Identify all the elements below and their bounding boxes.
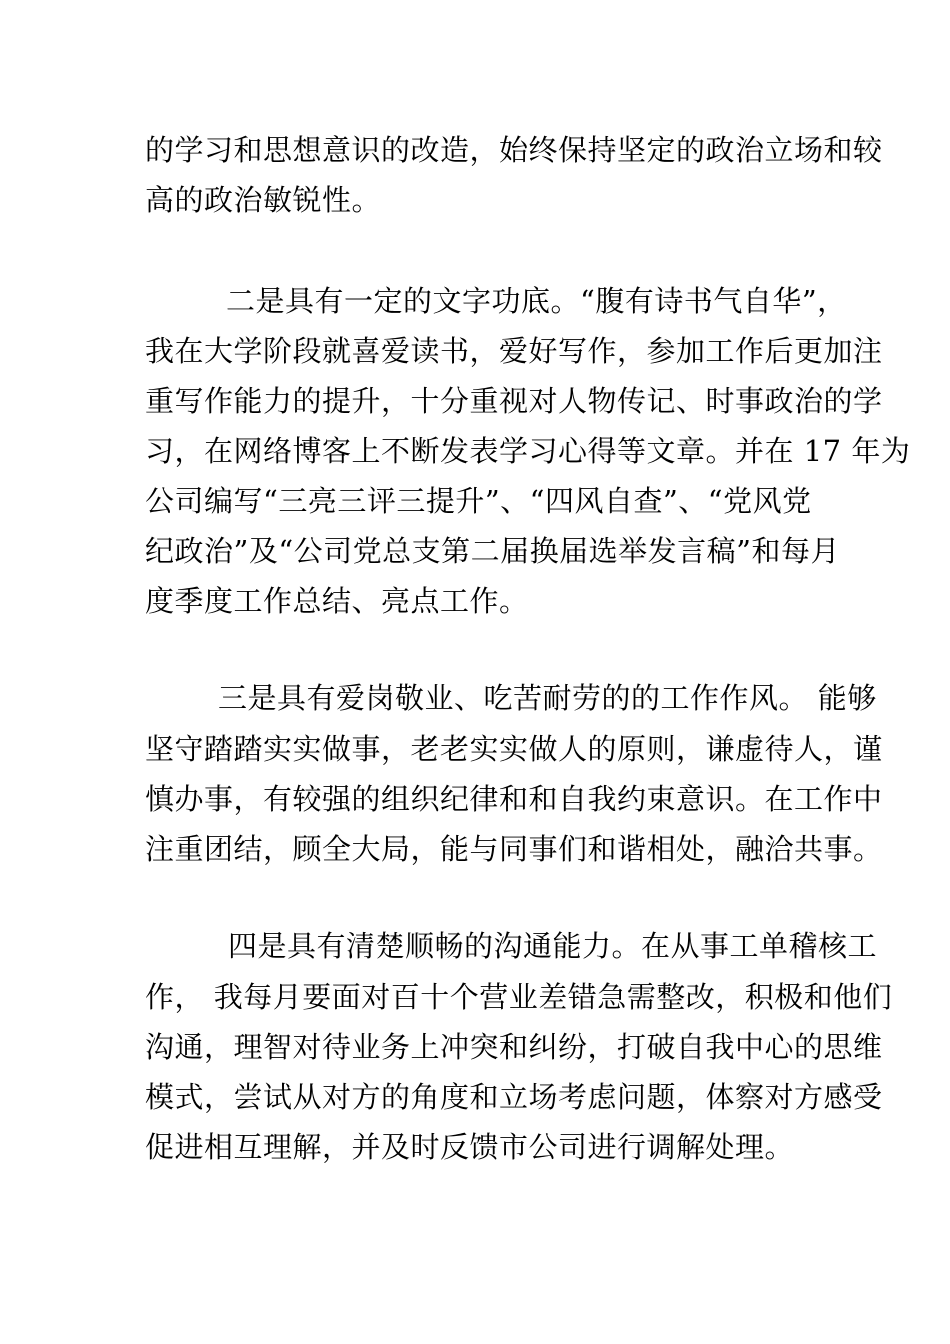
paragraph-4-line-4: 模式，尝试从对方的角度和立场考虑问题，体察对方感受 [145, 1080, 883, 1114]
paragraph-4-line-1: 四是具有清楚顺畅的沟通能力。在从事工单稽核工 [228, 929, 878, 963]
paragraph-3-line-4: 注重团结，顾全大局，能与同事们和谐相处，融洽共事。 [145, 832, 883, 866]
paragraph-3-line-2: 坚守踏踏实实做事，老老实实做人的原则，谦虚待人，谨 [145, 732, 883, 766]
paragraph-1-line-1: 的学习和思想意识的改造，始终保持坚定的政治立场和较 [145, 133, 883, 167]
paragraph-1-line-2: 高的政治敏锐性。 [145, 183, 382, 217]
paragraph-4-line-5: 促进相互理解，并及时反馈市公司进行调解处理。 [145, 1130, 795, 1164]
paragraph-3-line-1: 三是具有爱岗敬业、吃苦耐劳的的工作作风。 能够 [218, 681, 877, 715]
paragraph-2-line-7: 度季度工作总结、亮点工作。 [145, 584, 529, 618]
paragraph-3-line-3: 慎办事，有较强的组织纪律和和自我约束意识。在工作中 [145, 782, 883, 816]
paragraph-2-line-5: 公司编写“三亮三评三提升”、“四风自查”、“党风党 [145, 484, 812, 518]
paragraph-2-line-3: 重写作能力的提升，十分重视对人物传记、时事政治的学 [145, 384, 883, 418]
paragraph-2-line-4: 习，在网络博客上不断发表学习心得等文章。并在 17 年为 [145, 434, 911, 468]
paragraph-4-line-3: 沟通，理智对待业务上冲突和纠纷，打破自我中心的思维 [145, 1030, 883, 1064]
paragraph-2-line-2: 我在大学阶段就喜爱读书，爱好写作，参加工作后更加注 [145, 334, 883, 368]
paragraph-2-line-6: 纪政治”及“公司党总支第二届换届选举发言稿”和每月 [145, 534, 840, 568]
paragraph-2-line-1: 二是具有一定的文字功底。“腹有诗书气自华”， [226, 284, 847, 318]
paragraph-4-line-2: 作， 我每月要面对百十个营业差错急需整改，积极和他们 [145, 980, 893, 1014]
